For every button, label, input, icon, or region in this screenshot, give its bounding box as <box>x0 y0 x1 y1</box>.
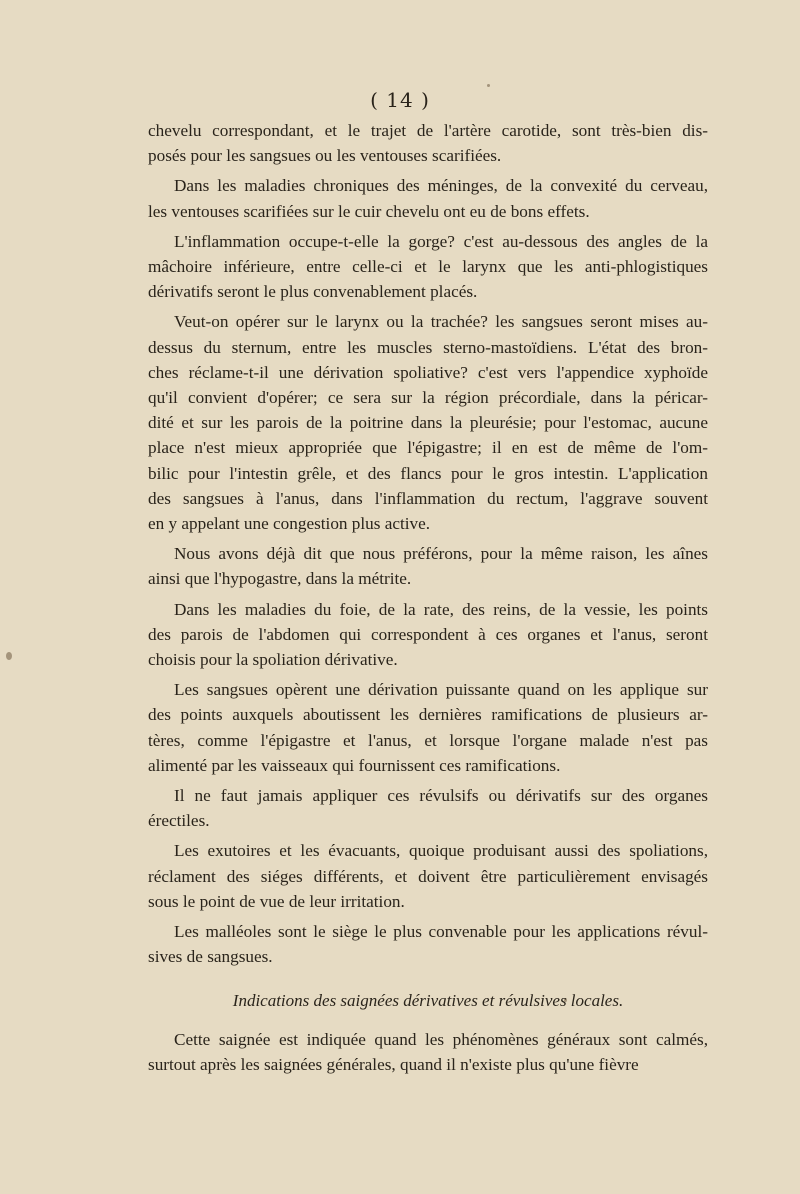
text-line: surtout après les saignées générales, quand il n'existe plus qu'une fièvre <box>148 1054 639 1074</box>
paragraph <box>148 229 708 305</box>
text-line: réclament des siéges différents, et doivent être particulièrement envisagés <box>148 866 708 886</box>
text-line: bilic pour l'intestin grêle, et des flancs pour le gros intestin. L'application <box>148 463 708 483</box>
paragraph <box>148 541 708 591</box>
paragraph <box>148 118 708 168</box>
paragraph <box>148 173 708 223</box>
paragraph <box>148 677 708 778</box>
text-line: Veut-on opérer sur le larynx ou la trachée? les sangsues seront mises au- <box>174 312 708 332</box>
text-line: Il ne faut jamais appliquer ces révulsifs ou dérivatifs sur des organes <box>174 786 708 806</box>
text-line: Les sangsues opèrent une dérivation puissante quand on les applique sur <box>174 680 708 700</box>
text-line: sous le point de vue de leur irritation. <box>148 891 405 911</box>
paragraph <box>148 309 708 536</box>
text-line: en y appelant une congestion plus active. <box>148 514 431 534</box>
text-line: ches réclame-t-il une dérivation spoliative? c'est vers l'appendice xyphoïde <box>148 362 708 382</box>
text-line: des parois de l'abdomen qui correspondent à ces organes et l'anus, seront <box>148 624 708 644</box>
page-number: ( 14 ) <box>370 88 430 112</box>
text-line: des points auxquels aboutissent les dernières ramifications de plusieurs ar- <box>148 705 708 725</box>
paper-speck <box>6 652 12 660</box>
text-line: des sangsues à l'anus, dans l'inflammation du rectum, l'aggrave souvent <box>148 488 708 508</box>
text-line: posés pour les sangsues ou les ventouses scarifiées. <box>148 146 502 166</box>
paragraph-list <box>148 118 708 970</box>
text-line: dérivatifs seront le plus convenablement placés. <box>148 282 478 302</box>
closing-paragraph-container <box>148 1027 708 1077</box>
text-line: ainsi que l'hypogastre, dans la métrite. <box>148 569 412 589</box>
text-line: Les malléoles sont le siège le plus convenable pour les applications révul- <box>174 922 708 942</box>
paragraph <box>148 783 708 833</box>
text-line: Les exutoires et les évacuants, quoique produisant aussi des spoliations, <box>174 841 708 861</box>
body-text <box>148 118 708 1082</box>
text-line: Dans les maladies chroniques des méninges, de la convexité du cerveau, <box>174 176 708 196</box>
paper-speck <box>487 84 490 87</box>
text-line: dessus du sternum, entre les muscles sterno-mastoïdiens. L'état des bron- <box>148 337 708 357</box>
text-line: les ventouses scarifiées sur le cuir chevelu ont eu de bons effets. <box>148 201 590 221</box>
paragraph <box>148 919 708 969</box>
text-line: Cette saignée est indiquée quand les phénomènes généraux sont calmés, <box>174 1029 708 1049</box>
text-line: Nous avons déjà dit que nous préférons, pour la même raison, les aînes <box>174 544 708 564</box>
text-line: tères, comme l'épigastre et l'anus, et lorsque l'organe malade n'est pas <box>148 730 708 750</box>
paragraph <box>148 597 708 673</box>
text-line: place n'est mieux appropriée que l'épigastre; il en est de même de l'om- <box>148 438 708 458</box>
text-line: dité et sur les parois de la poitrine dans la pleurésie; pour l'estomac, aucune <box>148 413 708 433</box>
text-line: sives de sangsues. <box>148 947 273 967</box>
text-line: alimenté par les vaisseaux qui fournissent ces ramifications. <box>148 755 561 775</box>
text-line: choisis pour la spoliation dérivative. <box>148 650 398 670</box>
text-line: érectiles. <box>148 811 210 831</box>
text-line: chevelu correspondant, et le trajet de l'artère carotide, sont très-bien dis- <box>148 121 708 140</box>
paragraph <box>148 838 708 914</box>
text-line: qu'il convient d'opérer; ce sera sur la région précordiale, dans la péricar- <box>148 388 708 408</box>
paragraph <box>148 1027 708 1077</box>
text-line: L'inflammation occupe-t-elle la gorge? c'est au-dessous des angles de la <box>174 231 708 251</box>
section-heading: Indications des saignées dérivatives et révulsives locales. <box>232 990 624 1010</box>
text-line: mâchoire inférieure, entre celle-ci et le larynx que les anti-phlogistiques <box>148 257 708 277</box>
text-line: Dans les maladies du foie, de la rate, des reins, de la vessie, les points <box>174 599 708 619</box>
